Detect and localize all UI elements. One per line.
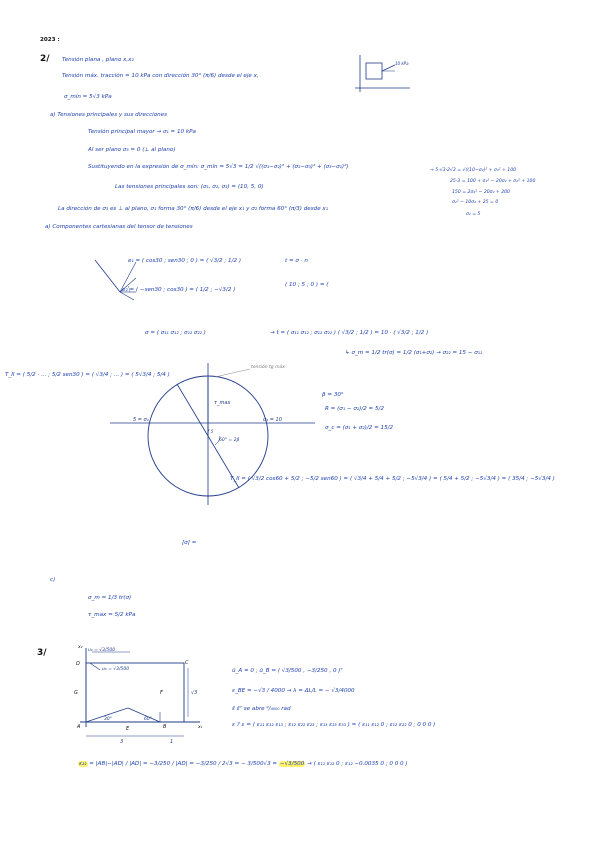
fig-label-E: E [126, 726, 130, 732]
p2-line-2: Tensión máx. tracción = 10 kPa con dirección 30° (π/6) desde el eje x, [62, 73, 259, 79]
p2-a-line-2: Al ser plano σ₃ = 0 (⊥ al plano) [88, 147, 176, 153]
p2-a-line-3: Sustituyendo en la expresión de σ_mín: σ_mín = 5√3 = 1/2 √((σ₁−σ₂)² + (σ₂−σ₃)² + (σ₃−σ₁)²) [88, 164, 349, 170]
fig-label-B: B [163, 724, 167, 730]
mohr-center-label: 7.5 [207, 429, 214, 434]
side-calc-2: 25·3 = 100 + σ₂² − 20σ₂ + σ₂² + 100 [450, 179, 536, 184]
p3-line-3: ε̄ ε̄ᵀ se abre ⁹/₄₀₀₀ rad [232, 706, 291, 712]
fig-label-G: G [74, 690, 78, 696]
p3-bottom-equation [78, 761, 408, 768]
p2-a-line-5: La dirección de σ₃ es ⊥ al plano, σ₁ forma 30° (π/6) desde el eje x₁ y σ₂ forma 60° (π/3) desde x₁ [58, 206, 328, 212]
fig-dim-right: √3 [191, 690, 198, 696]
stress-element-sketch [350, 52, 420, 97]
problem-2-number: 2/ [40, 54, 50, 64]
mohr-right-2: R = (σ₁ − σ₂)/2 = 5/2 [325, 406, 385, 412]
eps22-derivation: = |AB|−|AD| / |AD| = −3/250 / |AD| = −3/250 / 2√3 = − 3/500√3 = [89, 761, 278, 767]
problem-3-number: 3/ [37, 648, 47, 658]
p3-line-2: ε_BE = −√3 / 4000 → λ = ΔL/L = − √3/4000 [232, 688, 355, 694]
t-vector: ( 10 ; 5 ; 0 ) = ( [285, 282, 329, 288]
year-header: 2023 : [40, 37, 60, 43]
fig-u-top: u₀ = √3/500 [88, 648, 116, 653]
svg-text:10 kPa: 10 kPa [395, 61, 409, 66]
fig-label-F: F [160, 690, 163, 696]
p2-c-line-2: τ_max = 5/2 kPa [88, 612, 136, 618]
sigma-sum-note: ↳ σ_m = 1/2 tr(σ) = 1/2 (σ₁+σ₂) → σ₂₂ = 15 − σ₁₁ [345, 350, 483, 356]
p3-line-1: ū_A = 0 ; ū_B = ( √3/500 , −3/250 , 0 )ᵀ [232, 668, 343, 674]
mohr-right-3: σ_c = (σ₁ + σ₂)/2 = 15/2 [325, 425, 394, 431]
mohr-sigma-left-label: 5 = σ₂ [133, 417, 149, 423]
rectangle-ABCD [86, 663, 184, 722]
p2-a-line-4: Las tensiones principales son: (σ₁, σ₂, σ₃) = (10, 5, 0) [115, 184, 264, 190]
fig-dim-bottom-left: 3 [120, 739, 124, 745]
t-full-equation: → t = ( σ₁₁ σ₁₂ ; σ₁₂ σ₂₂ ) ( √3/2 ; 1/2 ) = 10 · ( √3/2 ; 1/2 ) [270, 330, 429, 336]
fig-label-A: A [77, 724, 81, 730]
t-II-right: T_II = ( √3/2 cos60 + 5/2 ; −5/2 sen60 ) = ( √3/4 + 5/4 + 5/2 ; −5√3/4 ) = ( 5/4 + 5/2 ; −5√3/4 ) = ( 35/4 ; −5√3/4 ) [230, 476, 555, 482]
p2-line-1: Tensión plana , plano x,x₂ [62, 57, 134, 63]
mohr-circle [105, 355, 325, 515]
fig-label-C: C [185, 660, 189, 666]
side-calc-4: σ₂² − 10σ₂ + 25 = 0 [452, 200, 499, 205]
mohr-angle-label: 60° = 2β [219, 438, 240, 443]
mohr-right-1: β = 30° [322, 392, 344, 398]
p2-part-b-title: a) Componentes cartesianas del tensor de tensiones [45, 224, 193, 230]
deformation-figure [60, 642, 210, 747]
side-calc-3: 150 = 2σ₂² − 20σ₂ + 200 [452, 190, 510, 195]
mohr-tension-max-label: tensión tg máx [251, 365, 285, 370]
fig-angle-A: 30° [104, 717, 112, 722]
e1-equation: e₁ = ( cos30 ; sen30 ; 0 ) = ( √3/2 ; 1/2 ) [128, 258, 242, 264]
mohr-tau-max-label: τ_max [214, 400, 231, 406]
p2-line-3: σ_mín = 5√3 kPa [64, 94, 112, 100]
fig-label-x1: x₁ [198, 725, 203, 730]
fig-angle-B: 60° [144, 717, 152, 722]
sigma-matrix: σ = ( σ₁₁ σ₁₂ ; σ₁₂ σ₂₂ ) [145, 330, 206, 336]
side-calc-1: → 5·√3·2√3 = √((10−σ₂)² + σ₂² + 100 [430, 168, 517, 173]
fig-label-x2: x₂ [78, 645, 83, 650]
fig-dim-bottom-right: 1 [170, 739, 174, 745]
p2-c-line-1: σ_m = 1/3 tr(σ) [88, 595, 132, 601]
p2-part-a-title: a) Tensiones principales y sus direcciones [50, 112, 168, 118]
p2-part-c-label: c) [50, 577, 56, 583]
eps22-result-matrix: → ( ε₁₁ ε₁₂ 0 ; ε₁₂ −0.0035 0 ; 0 0 0 ) [307, 761, 408, 767]
eps22-value-highlight: −√3/500 [279, 761, 305, 767]
p2-a-line-1: Tensión principal mayor → σ₁ = 10 kPa [88, 129, 196, 135]
p3-line-4: ε ? ε = ( ε₁₁ ε₁₂ ε₁₃ ; ε₁₂ ε₂₂ ε₂₃ ; ε₁₃ ε₂₃ ε₃₃ ) = ( ε₁₁ ε₁₂ 0 ; ε₁₂ ε₂₂ 0 ; 0 0 0 ) [232, 722, 436, 728]
fig-u-label: u₀ = √3/500 [102, 667, 130, 672]
t-II-left: T_II = ( 5/2 · ... ; 5/2 sen30 ) = ( √3/4 ; ... ) = ( 5√3/4 ; 5/4 ) [5, 372, 170, 378]
eps22-highlight: ε₂₂ [79, 761, 87, 767]
side-calc-5: σ₂ = 5 [466, 212, 481, 217]
fig-label-D: D [76, 661, 80, 667]
e2-equation: e₂ = ( −sen30 ; cos30 ) = ( 1/2 ; −√3/2 ) [122, 287, 236, 293]
mohr-sigma-right-label: σ₁ = 10 [263, 417, 282, 423]
t-equation: t = σ · n [285, 258, 308, 264]
sigma-bracket: [σ] = [182, 540, 197, 546]
